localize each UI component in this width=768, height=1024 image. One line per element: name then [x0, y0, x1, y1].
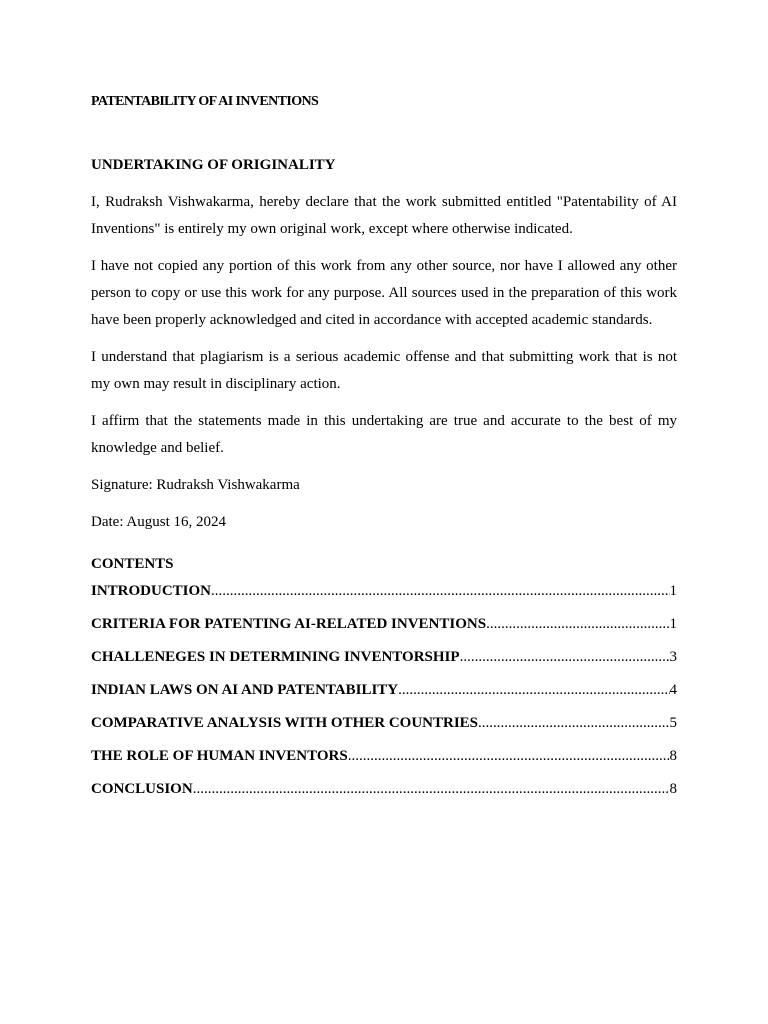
toc-entry-indian-laws[interactable]: [91, 677, 677, 710]
undertaking-heading: UNDERTAKING OF ORIGINALITY: [91, 157, 336, 173]
toc-entry-title: THE ROLE OF HUMAN INVENTORS: [91, 748, 348, 764]
date-line: Date: August 16, 2024: [91, 514, 226, 530]
document-title: PATENTABILITY OF AI INVENTIONS: [91, 94, 319, 109]
undertaking-paragraph: I understand that plagiarism is a serious academic offense and that submitting work that is not my own may result in disciplinary action.: [91, 349, 677, 392]
toc-entry-page: 8: [669, 781, 677, 797]
undertaking-body: [91, 189, 677, 546]
toc-entry-comparative-analysis[interactable]: [91, 710, 677, 743]
table-of-contents: [91, 578, 677, 809]
toc-dot-leader: [211, 578, 669, 605]
toc-dot-leader: [348, 743, 670, 770]
toc-dot-leader: [398, 677, 669, 704]
undertaking-paragraph: I have not copied any portion of this work from any other source, nor have I allowed any other person to copy or use this work for any purpose. All sources used in the preparation of this work have been properly acknowledged and cited in accordance with accepted academic standards.: [91, 258, 677, 328]
contents-heading: CONTENTS: [91, 556, 174, 572]
toc-entry-title: CHALLENEGES IN DETERMINING INVENTORSHIP: [91, 649, 460, 665]
toc-dot-leader: [460, 644, 670, 671]
toc-entry-page: 8: [669, 748, 677, 764]
toc-entry-page: 3: [669, 649, 677, 665]
undertaking-paragraph: I affirm that the statements made in this undertaking are true and accurate to the best of my knowledge and belief.: [91, 413, 677, 456]
toc-entry-human-inventors[interactable]: [91, 743, 677, 776]
toc-entry-page: 4: [669, 682, 677, 698]
toc-entry-page: 5: [669, 715, 677, 731]
signature-line: Signature: Rudraksh Vishwakarma: [91, 477, 300, 493]
toc-entry-title: INTRODUCTION: [91, 583, 212, 599]
undertaking-paragraph: I, Rudraksh Vishwakarma, hereby declare that the work submitted entitled "Patentability of AI Inventions" is entirely my own original work, except where otherwise indicated.: [91, 194, 677, 237]
toc-entry-title: COMPARATIVE ANALYSIS WITH OTHER COUNTRIES: [91, 715, 479, 731]
toc-entry-page: 1: [669, 616, 677, 632]
toc-entry-introduction[interactable]: [91, 578, 677, 611]
toc-dot-leader: [486, 611, 669, 638]
toc-dot-leader: [478, 710, 669, 737]
toc-entry-criteria[interactable]: [91, 611, 677, 644]
toc-entry-title: CONCLUSION: [91, 781, 193, 797]
toc-entry-page: 1: [669, 583, 677, 599]
toc-entry-inventorship[interactable]: [91, 644, 677, 677]
toc-entry-title: INDIAN LAWS ON AI AND PATENTABILITY: [91, 682, 399, 698]
toc-entry-conclusion[interactable]: [91, 776, 677, 809]
toc-dot-leader: [193, 776, 670, 803]
toc-entry-title: CRITERIA FOR PATENTING AI-RELATED INVENTIONS: [91, 616, 487, 632]
